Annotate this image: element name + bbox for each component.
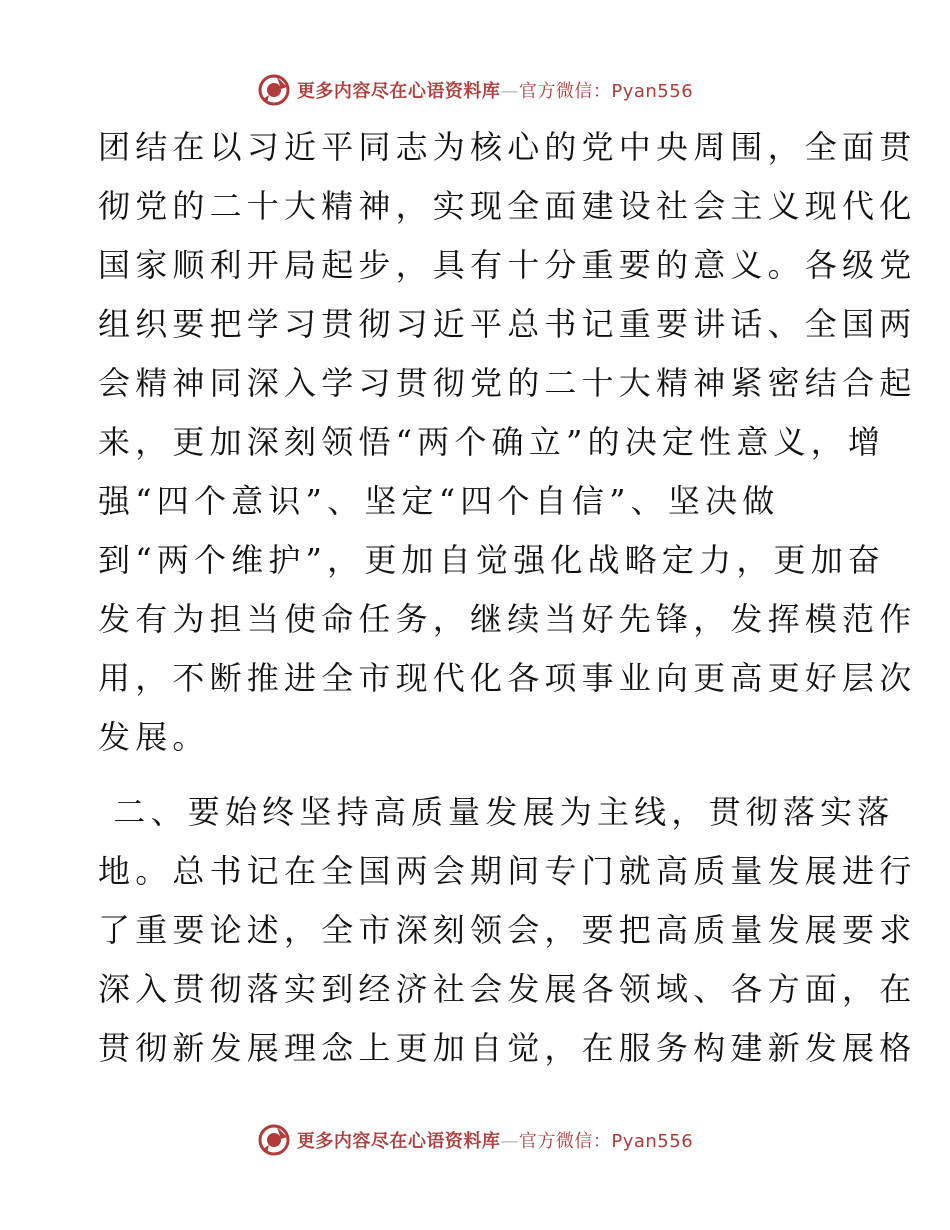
text-line: 强“四个意识”、坚定“四个自信”、坚决做 — [98, 482, 780, 520]
text-line: 发展。 — [98, 718, 210, 756]
text-line: 地。总书记在全国两会期间专门就高质量发展进行 — [98, 852, 917, 890]
paragraph — [98, 783, 917, 1078]
text-line: 团结在以习近平同志为核心的党中央周围，全面贯 — [98, 128, 917, 166]
brand-logo-icon — [257, 1123, 291, 1157]
watermark-text: 更多内容尽在心语资料库—官方微信：Pyan556 — [296, 1131, 694, 1152]
text-line: 组织要把学习贯彻习近平总书记重要讲话、全国两 — [98, 305, 917, 343]
section-heading-line: 二、要始终坚持高质量发展为主线，贯彻落实落 — [98, 793, 895, 831]
text-line: 用，不断推进全市现代化各项事业向更高更好层次 — [98, 659, 917, 697]
document-body — [98, 118, 917, 1078]
text-line: 发有为担当使命任务，继续当好先锋，发挥模范作 — [98, 600, 917, 638]
paragraph — [98, 118, 917, 767]
text-line: 深入贯彻落实到经济社会发展各领域、各方面，在 — [98, 970, 917, 1008]
text-line: 会精神同深入学习贯彻党的二十大精神紧密结合起 — [98, 364, 917, 402]
text-line: 来，更加深刻领悟“两个确立”的决定性意义，增 — [98, 423, 886, 461]
text-line: 国家顺利开局起步，具有十分重要的意义。各级党 — [98, 246, 917, 284]
paragraph-spacer — [98, 767, 858, 783]
text-line: 彻党的二十大精神，实现全面建设社会主义现代化 — [98, 187, 917, 225]
text-line: 到“两个维护”，更加自觉强化战略定力，更加奋 — [98, 541, 886, 579]
text-line: 贯彻新发展理念上更加自觉，在服务构建新发展格 — [98, 1029, 917, 1067]
watermark-banner-top — [0, 70, 950, 110]
watermark-banner-bottom — [0, 1120, 950, 1160]
brand-logo-icon — [257, 73, 291, 107]
text-line: 了重要论述，全市深刻领会，要把高质量发展要求 — [98, 911, 917, 949]
watermark-text: 更多内容尽在心语资料库—官方微信：Pyan556 — [296, 81, 694, 102]
